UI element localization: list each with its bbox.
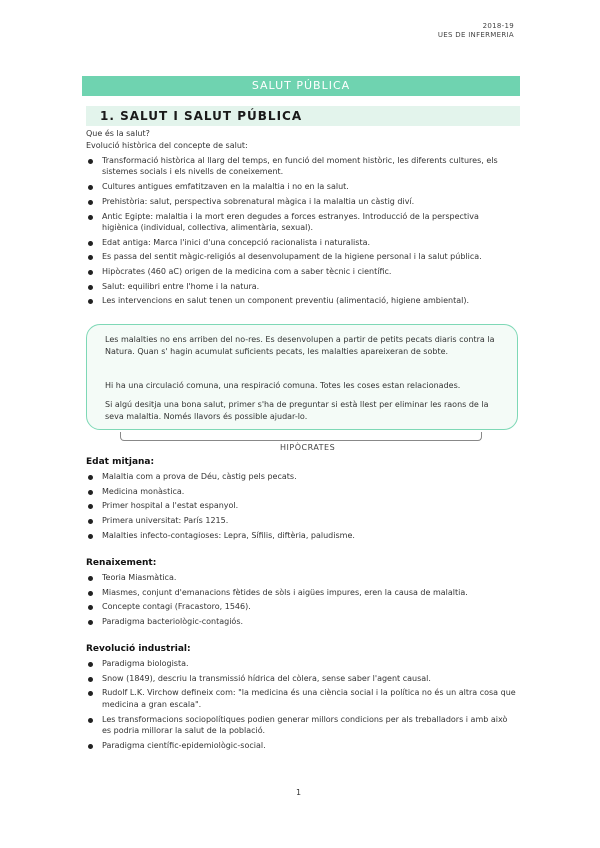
list-item: Primer hospital a l'estat espanyol. xyxy=(86,500,516,511)
list-item: Paradigma biologista. xyxy=(86,658,516,669)
quote-brace xyxy=(120,432,482,441)
list-item: Les intervencions en salut tenen un component preventiu (alimentació, higiene ambiental). xyxy=(86,295,516,306)
quote-paragraph: Hi ha una circulació comuna, una respiració comuna. Totes les coses estan relacionades. xyxy=(105,381,461,390)
quote-paragraph: Si algú desitja una bona salut, primer s'ha de preguntar si està llest per eliminar les raons de la seva malaltia. Només llavors és possible ajudar-lo. xyxy=(105,400,489,421)
list-item: Rudolf L.K. Virchow defineix com: "la medicina és una ciència social i la política no és un altra cosa que medicina a gran escala". xyxy=(86,687,516,710)
list-item: Primera universitat: París 1215. xyxy=(86,515,516,526)
section-title: 1. SALUT I SALUT PÚBLICA xyxy=(100,109,303,123)
renaixement-list xyxy=(86,572,516,631)
list-item: Es passa del sentit màgic-religiós al desenvolupament de la higiene personal i la salut pública. xyxy=(86,251,516,262)
intro-evolution: Evolució històrica del concepte de salut: xyxy=(86,141,248,150)
list-item: Cultures antigues emfatitzaven en la malaltia i no en la salut. xyxy=(86,181,516,192)
header-year: 2018-19 xyxy=(482,22,514,30)
list-item: Hipòcrates (460 aC) origen de la medicina com a saber tècnic i científic. xyxy=(86,266,516,277)
revolucio-title: Revolució industrial: xyxy=(86,644,191,654)
revolucio-list xyxy=(86,658,516,754)
list-item: Salut: equilibri entre l'home i la natura. xyxy=(86,281,516,292)
page-number: 1 xyxy=(296,788,302,797)
list-item: Teoria Miasmàtica. xyxy=(86,572,516,583)
quote-author: HIPÒCRATES xyxy=(280,443,336,452)
list-item: Edat antiga: Marca l'inici d'una concepció racionalista i naturalista. xyxy=(86,237,516,248)
list-item: Paradigma científic-epidemiològic-social. xyxy=(86,740,516,751)
quote-paragraph: Les malalties no ens arriben del no-res. Es desenvolupen a partir de petits pecats diaris contra la Natura. Quan s' hagin acumulat suficients pecats, les malalties apareixeran de sobte. xyxy=(105,335,495,356)
quote-box xyxy=(86,324,518,430)
edat-mitjana-title: Edat mitjana: xyxy=(86,457,155,467)
intro-question: Que és la salut? xyxy=(86,129,150,138)
history-list xyxy=(86,155,516,310)
edat-mitjana-list xyxy=(86,471,516,545)
list-item: Miasmes, conjunt d'emanacions fètides de sòls i aigües impures, eren la causa de malaltia. xyxy=(86,587,516,598)
list-item: Malalties infecto-contagioses: Lepra, Sífilis, diftèria, paludisme. xyxy=(86,530,516,541)
list-item: Concepte contagi (Fracastoro, 1546). xyxy=(86,601,516,612)
renaixement-title: Renaixement: xyxy=(86,558,157,568)
list-item: Transformació històrica al llarg del temps, en funció del moment històric, les diferents cultures, els sistemes socials i els nivells de coneixement. xyxy=(86,155,516,178)
list-item: Antic Egipte: malaltia i la mort eren degudes a forces estranyes. Introducció de la perspectiva higiènica (individual, collectiva, alimentària, sexual). xyxy=(86,211,516,234)
header-school: UES DE INFERMERIA xyxy=(437,31,514,39)
list-item: Medicina monàstica. xyxy=(86,486,516,497)
header-info xyxy=(438,22,514,40)
list-item: Paradigma bacteriològic-contagiós. xyxy=(86,616,516,627)
banner-title: SALUT PÚBLICA xyxy=(82,76,520,96)
list-item: Malaltia com a prova de Déu, càstig pels pecats. xyxy=(86,471,516,482)
list-item: Snow (1849), descriu la transmissió hídrica del còlera, sense saber l'agent causal. xyxy=(86,673,516,684)
section-heading xyxy=(86,106,520,126)
list-item: Les transformacions sociopolítiques podien generar millors condicions per als treballadors i amb això es podria millorar la salut de la població. xyxy=(86,714,516,737)
list-item: Prehistòria: salut, perspectiva sobrenatural màgica i la malaltia un càstig diví. xyxy=(86,196,516,207)
